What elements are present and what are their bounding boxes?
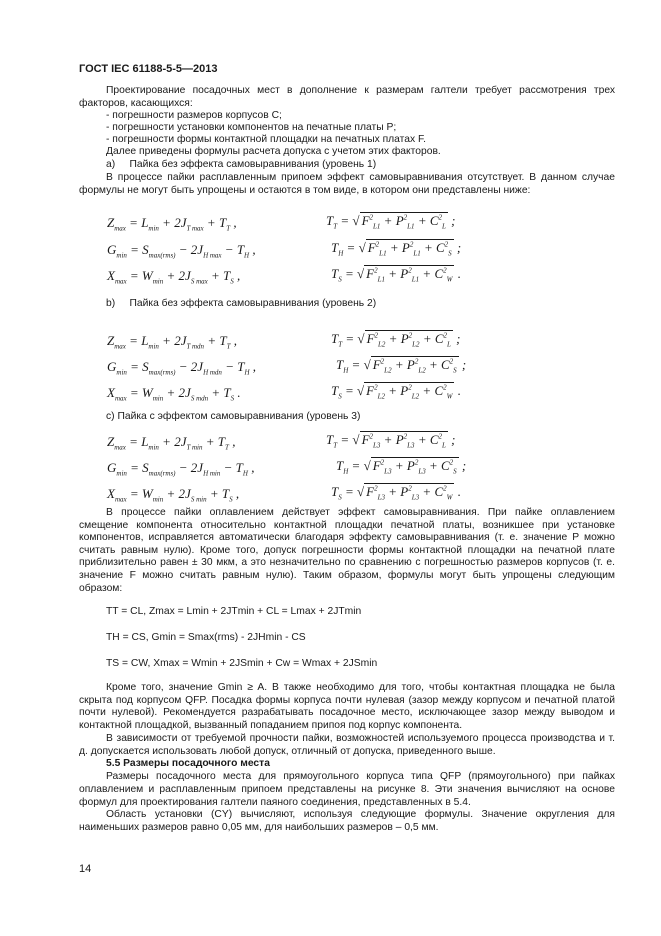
formula-gmin-l3: $G_{min} = S_{max(rms)} - 2J_{H min} - T_H$ , (107, 460, 255, 478)
factor-item-p: - погрешности установки компонентов на печатные платы P; (106, 122, 397, 133)
simplified-formula-h: TH = CS, Gmin = Smax(rms) - 2JHmin - CS (106, 632, 306, 643)
formula-ts-l1: $T_S$ = √ $F^2_{L1} + P^2_{L1} + C^2_W$ . (331, 266, 461, 284)
formula-zmax-l3: $Z_{max} = L_{min} + 2J_{T min} + T_T$ , (107, 434, 236, 452)
tolerance-paragraph: В зависимости от требуемой прочности пайки, возможностей используемого процесса производства и т. д. допускается использовать любой допуск, отличный от допуска, приведенного выше. (79, 733, 615, 757)
qfp-paragraph: Кроме того, значение Gmin ≥ A. В также необходимо для того, чтобы контактная площадка не была скрыта под корпусом QFP. Посадка формы корпуса почти нулевая (зазор между корпусом и печатной платой почти нулевой). Рекомендуется разрабатывать посадочное место, исключающее зазор между выводом и контактной площадкой, вызванный попаданием припоя под корпус компонента. (79, 682, 615, 731)
formulas-intro: Далее приведены формулы расчета допуска с учетом этих факторов. (106, 146, 441, 157)
formula-xmax-l3: $X_{max} = W_{min} + 2J_{S min} + T_S$ , (107, 486, 240, 504)
land-size-paragraph: Размеры посадочного места для прямоугольного корпуса типа QFP (прямоугольного) при пайках оплавлением и расплавленным припоем представлены на рисунке 8. Эти значения вычисляют на основе формул для проектирования галтели паяного соединения, представленных в 5.4. (79, 771, 615, 808)
simplified-formula-s: TS = CW, Xmax = Wmin + 2JSmin + Cw = Wmax + 2JSmin (106, 658, 378, 669)
formula-xmax-l1: $X_{max} = W_{min} + 2J_{S max} + T_S$ , (107, 268, 241, 286)
formula-xmax-l2: $X_{max} = W_{min} + 2J_{S mdn} + T_S$ . (107, 385, 241, 403)
formula-gmin-l2: $G_{min} = S_{max(rms)} - 2J_{H mdn} - T_H$ , (107, 359, 257, 377)
formula-th-l3: $T_H$ = √ $F^2_{L3} + P^2_{L3} + C^2_S$ ; (336, 458, 467, 476)
self-alignment-paragraph: В процессе пайки оплавлением действует эффект самовыравнивания. При пайке оплавлением смещение компонента относительно контактной площадки печатной платы, возникшее при установке компонентов, исправляется автоматически благодаря эффекту самовыравнивания (т. е. значение P можно считать равным нулю). Кроме того, допуск погрешности формы контактной площадки на печатной плате приблизительно равен ± 30 мкм, а это незначительно по сравнению с погрешностью размеров корпусов (т. е. значение F можно считать равным нулю). Таким образом, формулы могут быть упрощены следующим образом: (79, 507, 615, 594)
formula-zmax-l1: $Z_{max} = L_{min} + 2J_{T max} + T_T$ , (107, 215, 237, 233)
level3-label: c) Пайка с эффектом самовыравнивания (уровень 3) (106, 411, 361, 422)
level1-label: a) Пайка без эффекта самовыравнивания (уровень 1) (106, 159, 377, 170)
section-heading: 5.5 Размеры посадочного места (106, 758, 270, 769)
formula-ts-l2: $T_S$ = √ $F^2_{L2} + P^2_{L2} + C^2_W$ . (331, 383, 461, 401)
formula-tt-l2: $T_T$ = √ $F^2_{L2} + P^2_{L2} + C^2_L$ ; (331, 331, 461, 349)
level1-paragraph: В процессе пайки расплавленным припоем эффект самовыравнивания отсутствует. В данном случае формулы не могут быть упрощены и остаются в том виде, в котором они представлены ниже: (79, 172, 615, 196)
formula-gmin-l1: $G_{min} = S_{max(rms)} - 2J_{H max} - T_H$ , (107, 242, 256, 260)
document-header: ГОСТ IEC 61188-5-5—2013 (79, 63, 218, 75)
level2-label: b) Пайка без эффекта самовыравнивания (уровень 2) (106, 298, 377, 309)
intro-paragraph: Проектирование посадочных мест в дополнение к размерам галтели требует рассмотрения трех факторов, касающихся: (79, 85, 615, 109)
formula-tt-l3: $T_T$ = √ $F^2_{L3} + P^2_{L3} + C^2_L$ ; (326, 432, 456, 450)
factor-item-f: - погрешности формы контактной площадки на печатных платах F. (106, 134, 427, 145)
simplified-formula-t: TT = CL, Zmax = Lmin + 2JTmin + CL = Lmax + 2JTmin (106, 606, 362, 617)
courtyard-paragraph: Область установки (CY) вычисляют, используя следующие формулы. Значение округления для наименьших размеров равно 0,05 мм, для наибольших размеров – 0,5 мм. (79, 809, 615, 833)
formula-ts-l3: $T_S$ = √ $F^2_{L3} + P^2_{L3} + C^2_W$ . (331, 484, 461, 502)
formula-th-l2: $T_H$ = √ $F^2_{L2} + P^2_{L2} + C^2_S$ ; (336, 357, 467, 375)
formula-zmax-l2: $Z_{max} = L_{min} + 2J_{T mdn} + T_T$ , (107, 333, 237, 351)
page-number: 14 (79, 863, 92, 875)
formula-tt-l1: $T_T$ = √ $F^2_{L1} + P^2_{L1} + C^2_L$ ; (326, 213, 456, 231)
factor-item-c: - погрешности размеров корпусов C; (106, 110, 282, 121)
formula-th-l1: $T_H$ = √ $F^2_{L1} + P^2_{L1} + C^2_S$ ; (331, 240, 462, 258)
